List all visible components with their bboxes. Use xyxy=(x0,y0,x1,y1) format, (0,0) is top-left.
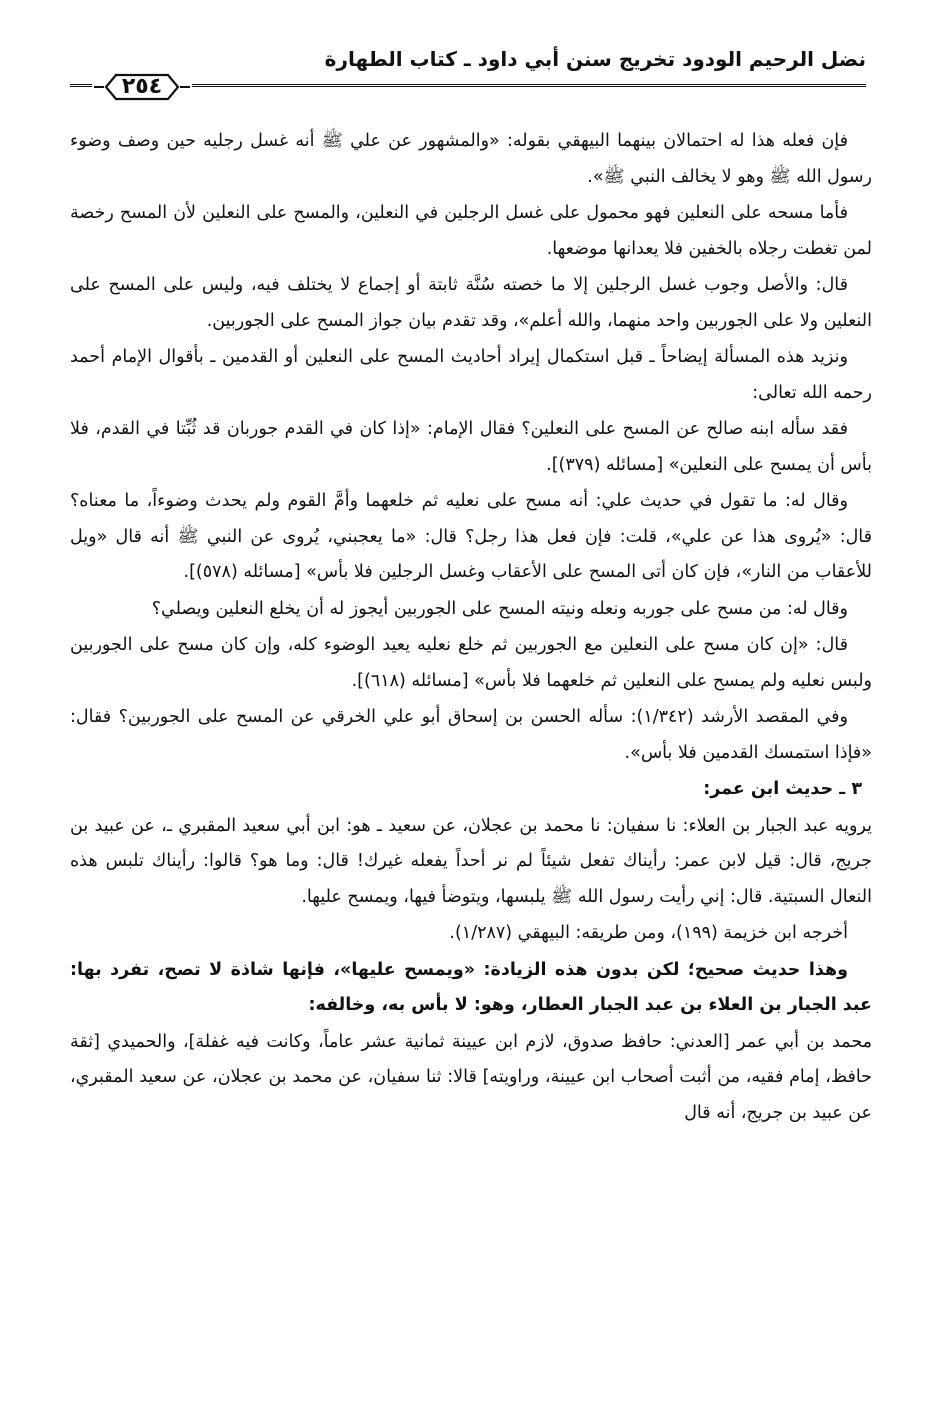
main-text xyxy=(70,124,872,1132)
paragraph: محمد بن أبي عمر [العدني: حافظ صدوق، لازم ابن عيينة ثمانية عشر عاماً، وكانت فيه غفلة]، والحميدي [ثقة حافظ، إمام فقيه، من أثبت أصحاب ابن عيينة، وراويته] قالا: ثنا سفيان، عن محمد بن عجلان، عن سعيد المقبري، عن عبيد بن جريج، أنه قال xyxy=(70,1031,872,1123)
paragraph: ونزيد هذه المسألة إيضاحاً ـ قبل استكمال إيراد أحاديث المسح على النعلين أو القدمين ـ بأقوال الإمام أحمد رحمه الله تعالى: xyxy=(70,347,872,403)
paragraph: فإن فعله هذا له احتمالان بينهما البيهقي بقوله: «والمشهور عن علي ﷺ أنه غسل رجليه حين وصف وضوء رسول الله ﷺ وهو لا يخالف النبي ﷺ». xyxy=(70,131,872,187)
section-heading: ٣ ـ حديث ابن عمر: xyxy=(703,779,862,799)
page-number: ٢٥٤ xyxy=(121,74,163,99)
paragraph: قال: والأصل وجوب غسل الرجلين إلا ما خصته سُنَّة ثابتة أو إجماع لا يختلف فيه، وليس على المسح على النعلين ولا على الجوربين واحد منهما، والله أعلم»، وقد تقدم بيان جواز المسح على الجوربين. xyxy=(70,275,872,331)
paragraph: يرويه عبد الجبار بن العلاء: نا سفيان: نا محمد بن عجلان، عن سعيد ـ هو: ابن أبي سعيد المقبري ـ، عن عبيد بن جريج، قال: قيل لابن عمر: رأيناك تفعل شيئاً لم نر أحداً يفعله غيرك! قال: وما هو؟ قالوا: رأيناك تلبس هذه النعال السبتية. قال: إني رأيت رسول الله ﷺ يلبسها، ويتوضأ فيها، ويمسح عليها. xyxy=(70,815,872,907)
running-header-title: نضل الرحيم الودود تخريج سنن أبي داود ـ كتاب الطهارة xyxy=(324,47,866,71)
paragraph: أخرجه ابن خزيمة (١٩٩)، ومن طريقه: البيهقي (١/٢٨٧). xyxy=(449,923,848,943)
paragraph: قال: «إن كان مسح على النعلين مع الجوربين ثم خلع نعليه يعيد الوضوء كله، وإن كان مسح على الجوربين ولبس نعليه ولم يمسح على النعلين ثم خلعهما فلا بأس» [مسائله (٦١٨)]. xyxy=(70,635,872,691)
page-number-badge xyxy=(92,70,192,104)
paragraph: فأما مسحه على النعلين فهو محمول على غسل الرجلين في النعلين، والمسح على النعلين لأن المسح رخصة لمن تغطت رجلاه بالخفين فلا يعدانها موضعها. xyxy=(70,203,872,259)
paragraph: وهذا حديث صحيح؛ لكن بدون هذه الزيادة: «ويمسح عليها»، فإنها شاذة لا تصح، تفرد بها: عبد الجبار بن العلاء بن عبد الجبار العطار، وهو: لا بأس به، وخالفه: xyxy=(70,959,872,1015)
paragraph: وقال له: من مسح على جوربه ونعله ونيته المسح على الجوربين أيجوز له أن يخلع النعلين ويصلي؟ xyxy=(151,598,848,619)
paragraph: وفي المقصد الأرشد (١/٣٤٢): سأله الحسن بن إسحاق أبو علي الخرقي عن المسح على الجوربين؟ فقال: «فإذا استمسك القدمين فلا بأس». xyxy=(70,707,872,763)
paragraph: وقال له: ما تقول في حديث علي: أنه مسح على نعليه ثم خلعهما وأمَّ القوم ولم يحدث وضوءاً، ما معناه؟ قال: «يُروى هذا عن علي»، قلت: فإن فعل هذا رجل؟ قال: «ما يعجبني، يُروى عن النبي ﷺ أنه قال «ويل للأعقاب من النار»، فإن كان أتى المسح على الأعقاب وغسل الرجلين فلا بأس» [مسائله (٥٧٨)]. xyxy=(70,491,872,582)
paragraph: فقد سأله ابنه صالح عن المسح على النعلين؟ فقال الإمام: «إذا كان في القدم جوربان قد ثُبِّتا في القدم، فلا بأس أن يمسح على النعلين» [مسائله (٣٧٩)]. xyxy=(70,419,872,475)
